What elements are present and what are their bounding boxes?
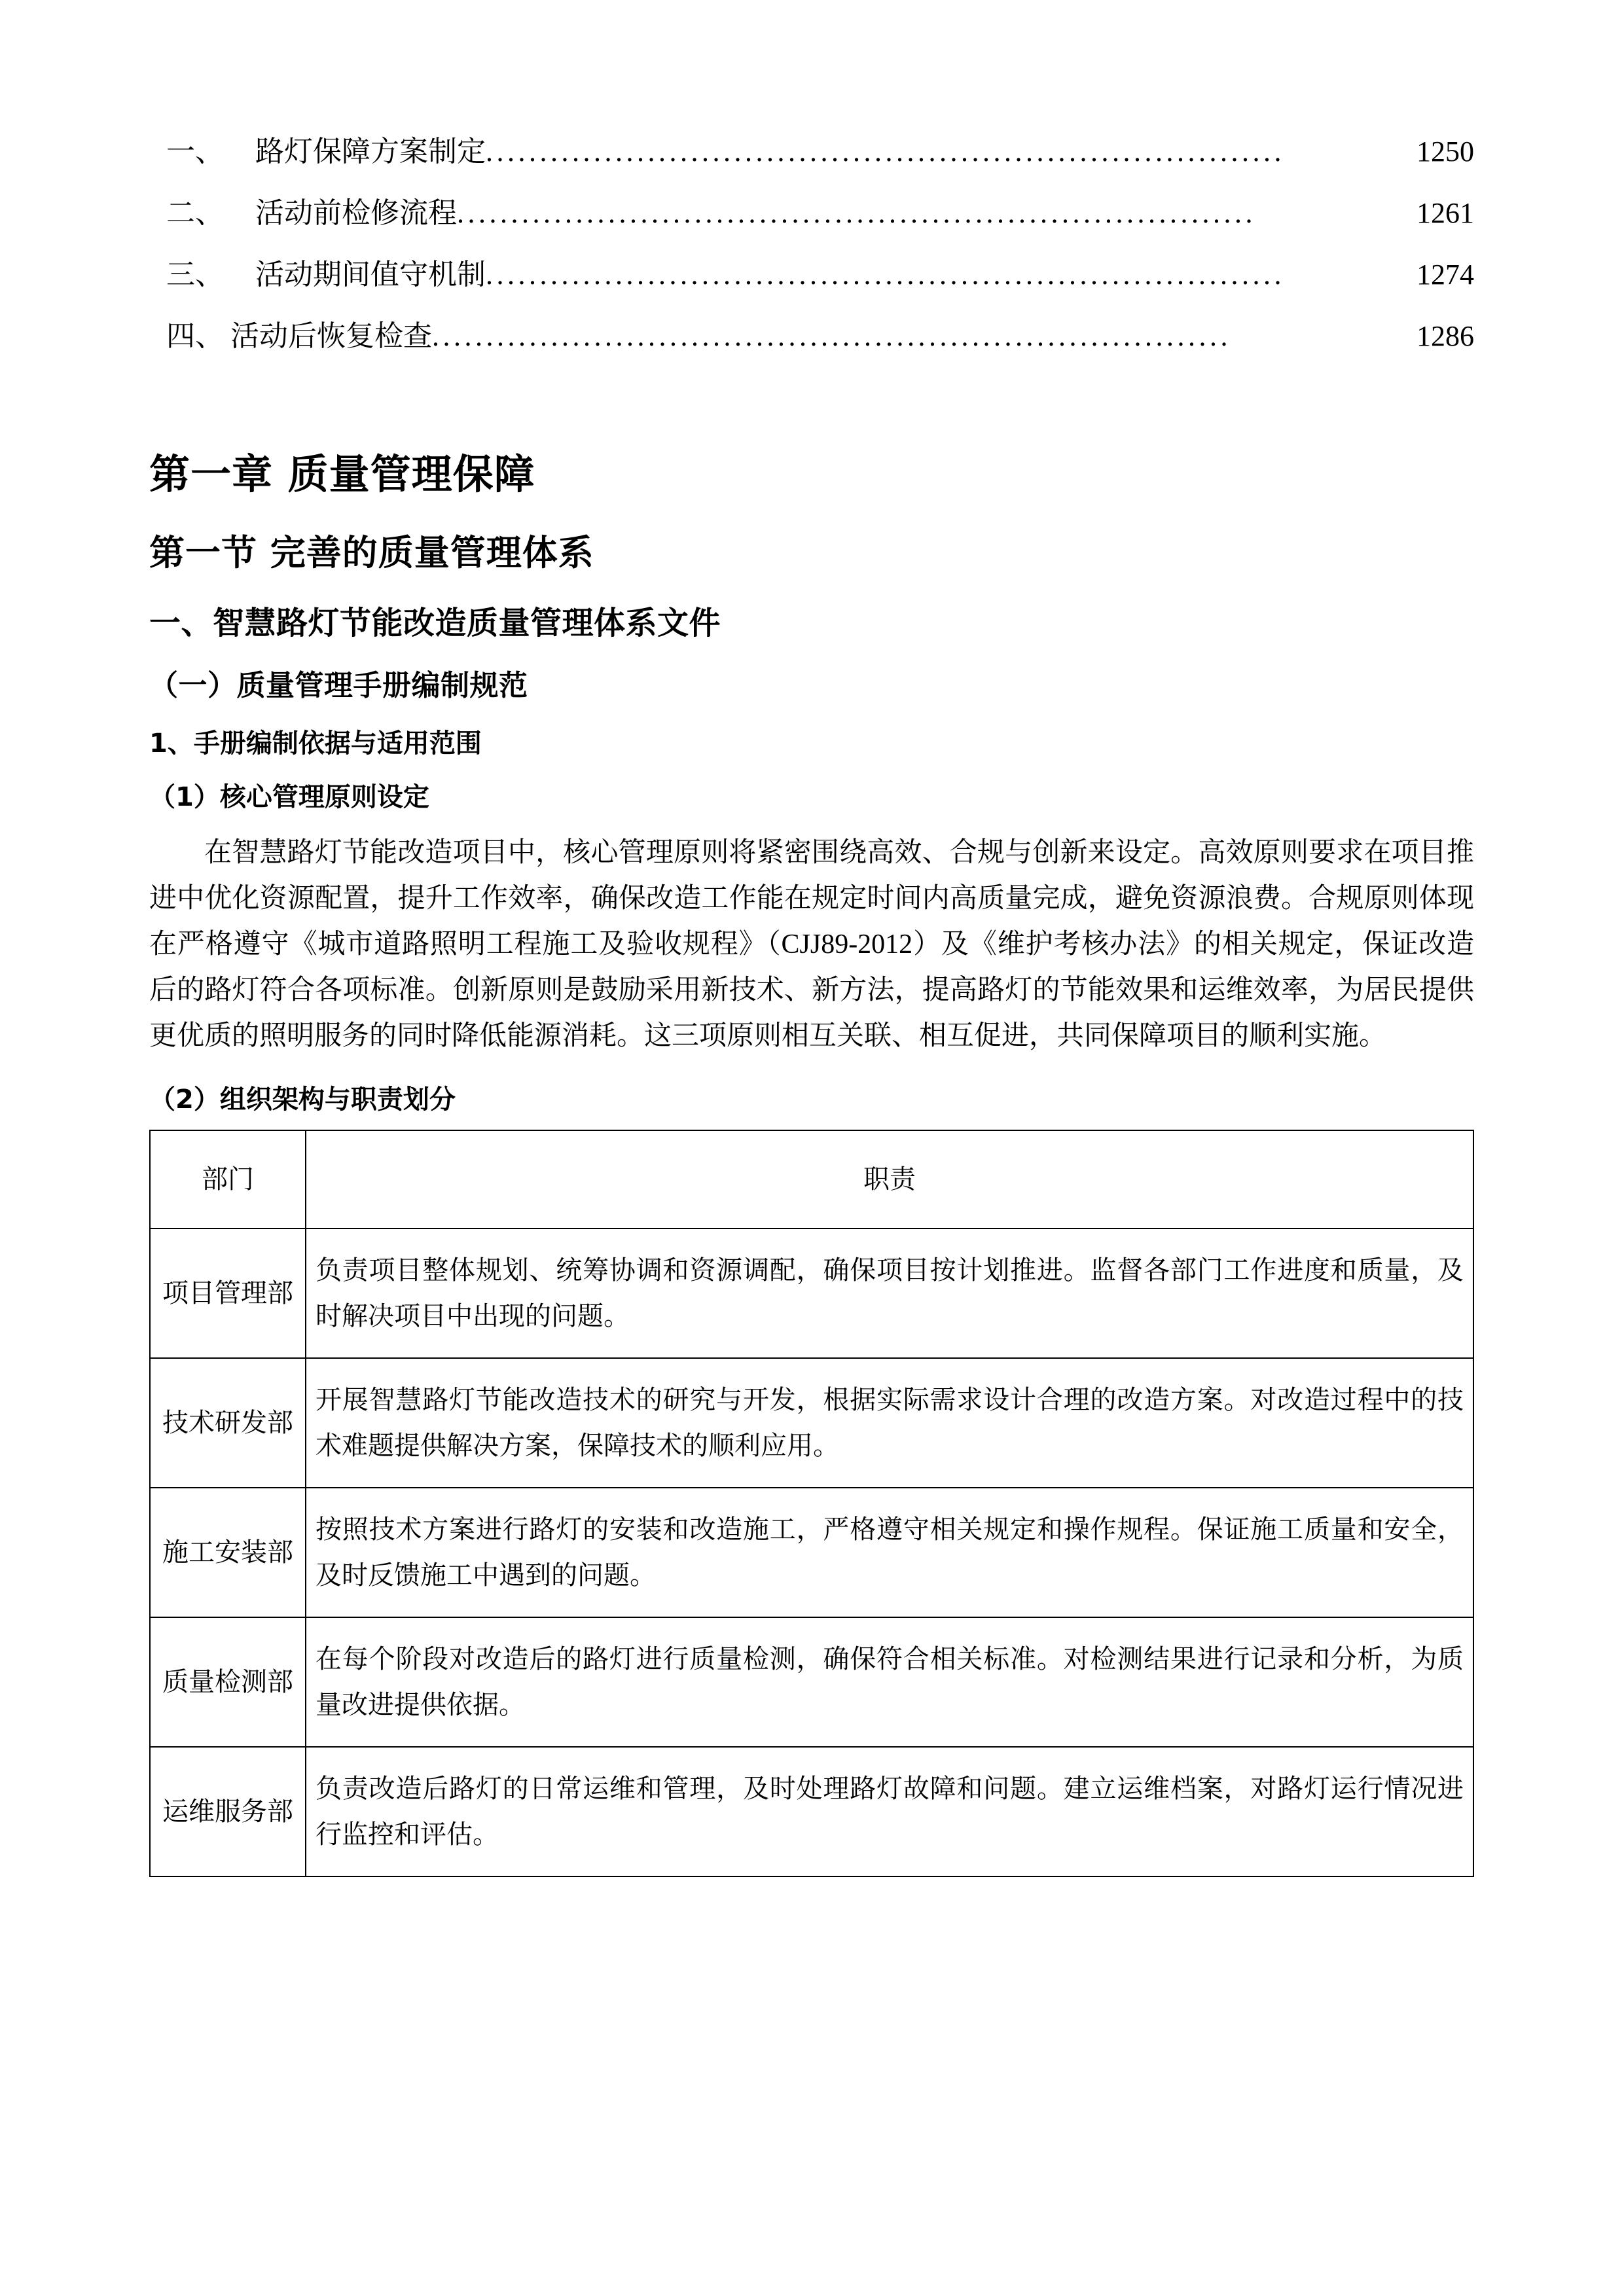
responsibilities-table — [149, 1130, 1474, 1877]
department-name: 运维服务部 — [162, 1797, 293, 1826]
toc-entry-number: 一、 — [166, 135, 224, 168]
toc-leader-dots: .......................................................................... — [486, 137, 1285, 166]
level4-heading-org-structure: （2）组织架构与职责划分 — [149, 1085, 456, 1115]
table-cell-department — [150, 1747, 306, 1876]
table-body — [150, 1229, 1473, 1876]
table-cell-duty: 负责项目整体规划、统筹协调和资源调配，确保项目按计划推进。监督各部门工作进度和质量，及时解决项目中出现的问题。 — [306, 1229, 1473, 1358]
table-row — [150, 1488, 1473, 1617]
department-name: 项目管理部 — [162, 1278, 293, 1308]
column-header-department: 部门 — [150, 1130, 306, 1229]
toc-entry[interactable] — [149, 137, 1474, 199]
toc-entry-title: 路灯保障方案制定 — [255, 135, 486, 168]
table-cell-department — [150, 1229, 306, 1358]
toc-entry-number: 四、 — [166, 320, 224, 352]
table-row — [150, 1747, 1473, 1876]
department-name: 质量检测部 — [162, 1667, 293, 1696]
column-header-duty: 职责 — [306, 1130, 1473, 1229]
table-row — [150, 1229, 1473, 1358]
table-cell-duty: 负责改造后路灯的日常运维和管理，及时处理路灯故障和问题。建立运维档案，对路灯运行情况进行监控和评估。 — [306, 1747, 1473, 1876]
toc-leader-dots: .......................................................................... — [457, 199, 1256, 228]
toc-entry-page: 1274 — [1416, 259, 1474, 291]
table-cell-duty: 按照技术方案进行路灯的安装和改造施工，严格遵守相关规定和操作规程。保证施工质量和安全，及时反馈施工中遇到的问题。 — [306, 1488, 1473, 1617]
toc-entry-title: 活动后恢复检查 — [230, 320, 432, 352]
table-cell-duty: 在每个阶段对改造后的路灯进行质量检测，确保符合相关标准。对检测结果进行记录和分析，为质量改进提供依据。 — [306, 1617, 1473, 1747]
table-of-contents — [149, 0, 1474, 384]
table-cell-department — [150, 1617, 306, 1747]
toc-entry[interactable] — [149, 199, 1474, 260]
toc-entry-page: 1261 — [1416, 197, 1474, 229]
level3-heading: 1、手册编制依据与适用范围 — [149, 728, 482, 759]
level4-heading-core-principles: （1）核心管理原则设定 — [149, 782, 429, 812]
table-cell-department — [150, 1358, 306, 1488]
table-cell-duty: 开展智慧路灯节能改造技术的研究与开发，根据实际需求设计合理的改造方案。对改造过程中的技术难题提供解决方案，保障技术的顺利应用。 — [306, 1358, 1473, 1488]
chapter-heading: 第一章 质量管理保障 — [149, 450, 535, 498]
table-header — [150, 1130, 1473, 1229]
toc-entry-title: 活动期间值守机制 — [255, 259, 486, 291]
toc-entry-title: 活动前检修流程 — [255, 197, 457, 229]
toc-leader-dots: .......................................................................... — [432, 322, 1231, 351]
section-heading: 第一节 完善的质量管理体系 — [149, 532, 594, 573]
department-name: 施工安装部 — [162, 1537, 293, 1567]
table-row — [150, 1617, 1473, 1747]
level1-heading: 一、智慧路灯节能改造质量管理体系文件 — [149, 605, 721, 641]
toc-entry-page: 1286 — [1416, 320, 1474, 352]
toc-leader-dots: .......................................................................... — [486, 260, 1285, 289]
page-content — [149, 0, 1474, 1877]
toc-entry[interactable] — [149, 260, 1474, 322]
table-header-row — [150, 1130, 1473, 1229]
toc-entry-page: 1250 — [1416, 135, 1474, 168]
toc-entry[interactable] — [149, 322, 1474, 384]
toc-entry-number: 二、 — [166, 197, 224, 229]
department-name: 技术研发部 — [162, 1408, 293, 1437]
table-row — [150, 1358, 1473, 1488]
body-paragraph-core-principles: 在智慧路灯节能改造项目中，核心管理原则将紧密围绕高效、合规与创新来设定。高效原则要求在项目推进中优化资源配置，提升工作效率，确保改造工作能在规定时间内高质量完成，避免资源浪费。合规原则体现在严格遵守《城市道路照明工程施工及验收规程》（CJJ89-2012）及《维护考核办法》的相关规定，保证改造后的路灯符合各项标准。创新原则是鼓励采用新技术、新方法，提高路灯的节能效果和运维效率，为居民提供更优质的照明服务的同时降低能源消耗。这三项原则相互关联、相互促进，共同保障项目的顺利实施。 — [149, 838, 1474, 1051]
table-cell-department — [150, 1488, 306, 1617]
level2-heading: （一）质量管理手册编制规范 — [149, 669, 528, 702]
toc-entry-number: 三、 — [166, 259, 224, 291]
